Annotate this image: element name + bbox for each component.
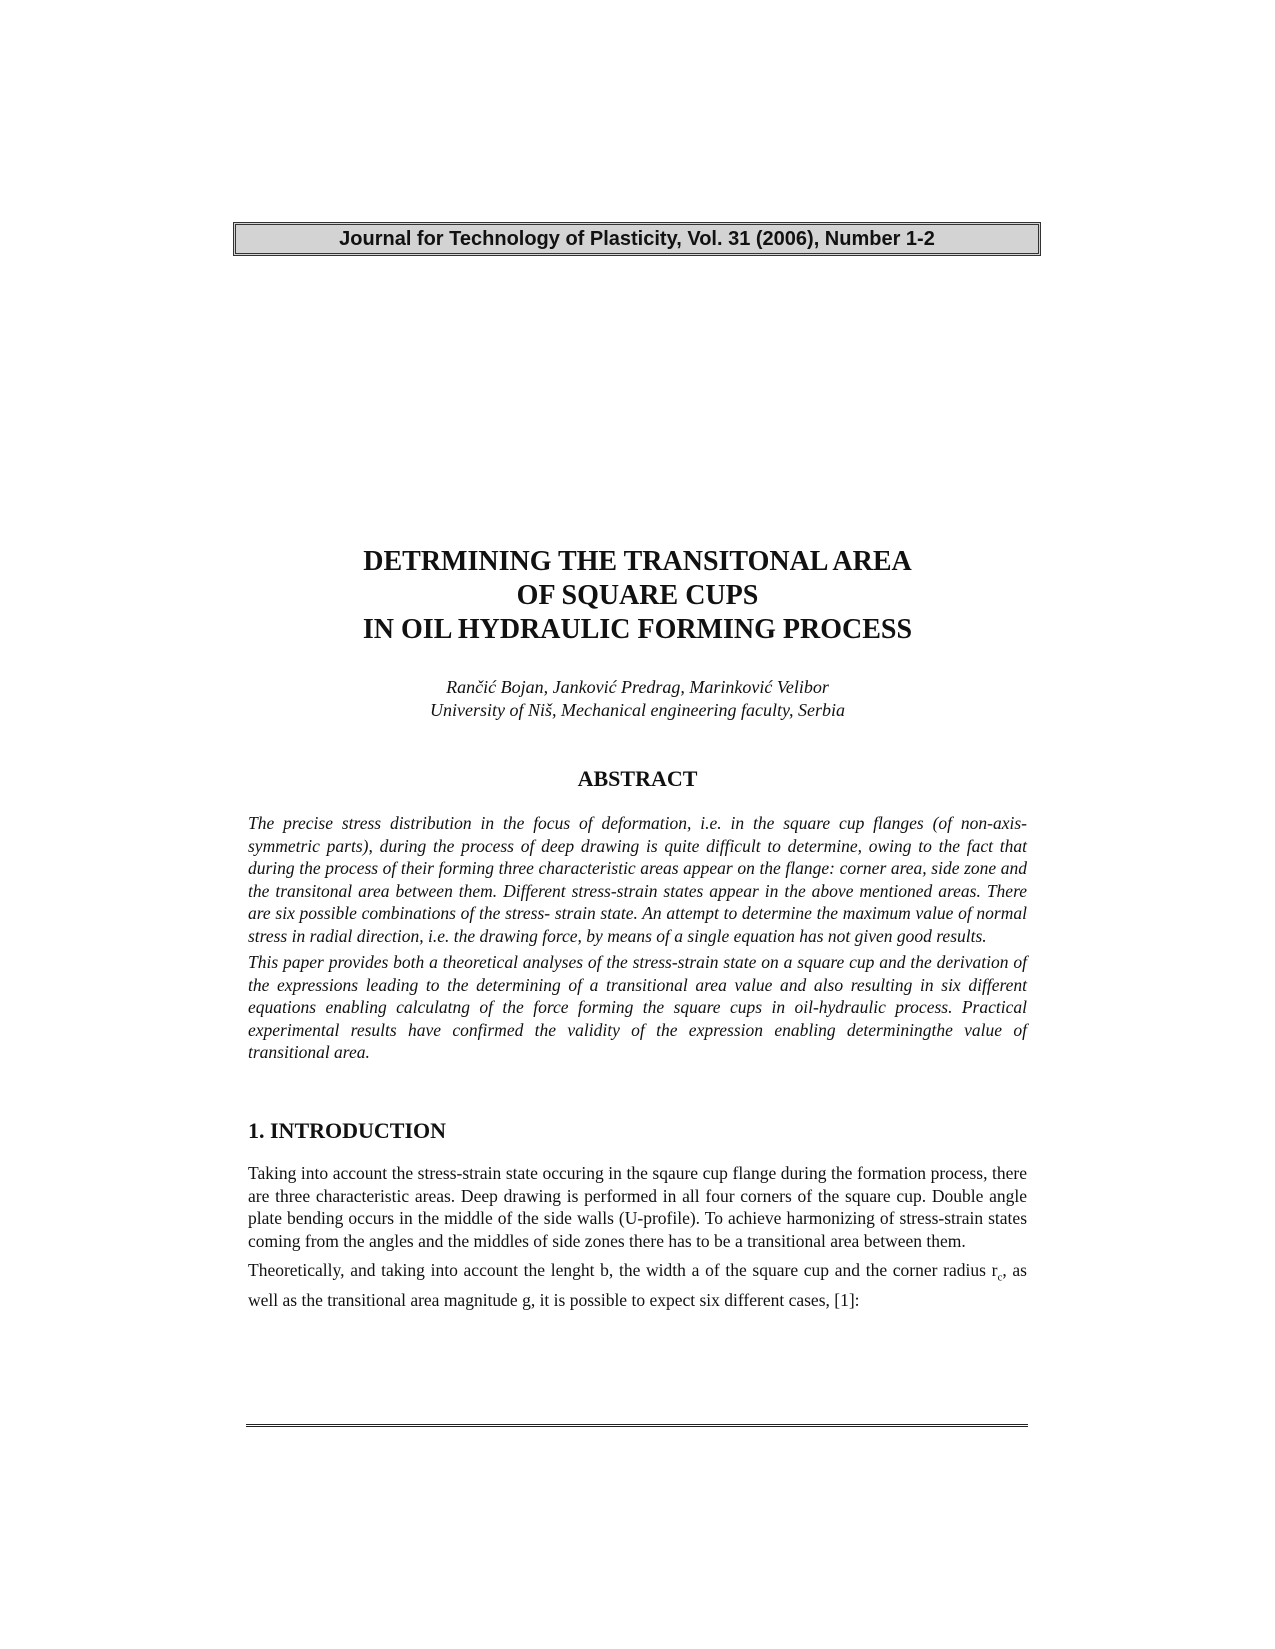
section-heading-introduction: 1. INTRODUCTION (248, 1118, 447, 1143)
journal-header-text: Journal for Technology of Plasticity, Vol. 31 (2006), Number 1-2 (339, 227, 935, 250)
paper-title (0, 545, 1275, 647)
affiliation: University of Niš, Mechanical engineering faculty, Serbia (430, 700, 845, 720)
abstract-paragraph: This paper provides both a theoretical analyses of the stress-strain state on a square cup and the derivation of the expressions leading to the determining of a transitional area value and also resulting in six different equations enabling calculatng of the force forming the square cups in oil-hydraulic process. Practical experimental results have confirmed the validity of the expression enabling determiningthe value of transitional area. (248, 952, 1027, 1062)
title-line: OF SQUARE CUPS (516, 580, 759, 611)
author-block (0, 676, 1275, 722)
abstract-body (248, 812, 1027, 1068)
abstract-heading: ABSTRACT (577, 766, 698, 791)
introduction-paragraph: Taking into account the stress-strain state occuring in the sqaure cup flange during the formation process, there are three characteristic areas. Deep drawing is performed in all four corners of the square cup. Double angle plate bending occurs in the middle of the side walls (U-profile). To achieve harmonizing of stress-strain states coming from the angles and the middles of side zones there has to be a transitional area between them. (248, 1163, 1027, 1251)
text-run: Theoretically, and taking into account the lenght b, the width a of the square cup and the corner radius r (248, 1260, 998, 1280)
introduction-paragraph (248, 1259, 1027, 1312)
authors: Rančić Bojan, Janković Predrag, Marinković Velibor (446, 677, 829, 697)
abstract-paragraph: The precise stress distribution in the focus of deformation, i.e. in the square cup flanges (of non-axis- symmetric parts), during the process of deep drawing is quite difficult to determine, owing to the fact that during the process of their forming three characteristic areas appear on the flange: corner area, side zone and the transitonal area between them. Different stress-strain states appear in the above mentioned areas. There are six possible combinations of the stress- strain state. An attempt to determine the maximum value of normal stress in radial direction, i.e. the drawing force, by means of a single equation has not given good results. (248, 813, 1027, 946)
text-run: , as well as the transitional area magnitude g, it is possible to expect six different cases, [1]: (248, 1260, 1027, 1310)
title-line: IN OIL HYDRAULIC FORMING PROCESS (362, 614, 913, 645)
introduction-body (248, 1162, 1027, 1319)
title-line: DETRMINING THE TRANSITONAL AREA (363, 546, 912, 577)
journal-header-banner (233, 222, 1041, 256)
subscript: c (997, 1271, 1003, 1284)
footer-divider (246, 1424, 1028, 1427)
